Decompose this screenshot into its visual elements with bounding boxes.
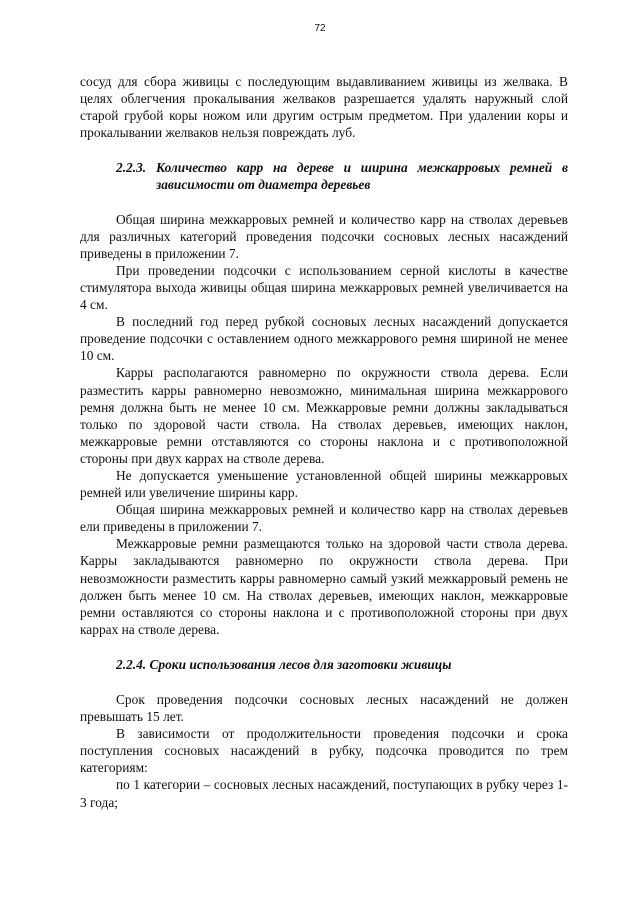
section-heading-2-2-3 (80, 159, 568, 193)
page-number: 72 (314, 23, 326, 34)
section-heading-line-1 (116, 159, 568, 176)
paragraph: по 1 категории – сосновых лесных насаждений, поступающих в рубку через 1-3 года; (80, 777, 568, 810)
paragraph: Не допускается уменьшение установленной общей ширины межкарровых ремней или увеличение ширины карр. (80, 467, 568, 501)
section-number: 2.2.3. (116, 160, 147, 176)
section-heading-2-2-4: 2.2.4. Сроки использования лесов для заготовки живицы (116, 656, 452, 672)
intro-paragraph: сосуд для сбора живицы с последующим выдавливанием живицы из желвака. В целях облегчения прокалывания желваков разрешается удалять наружный слой старой грубой коры ножом или другим острым предметом. При удалении коры и прокалывании желваков нельзя повреждать луб. (80, 74, 568, 141)
paragraph: Межкарровые ремни размещаются только на здоровой части ствола дерева. Карры закладываются равномерно по окружности ствола дерева. При невозможности разместить карры равномерно самый узкий межкарровый ремень не должен быть менее 10 см. На стволах деревьев, имеющих наклон, межкарровые ремни оставляются со стороны наклона и с противоположной стороны при двух каррах на стволе дерева. (80, 536, 568, 637)
paragraph: При проведении подсочки с использованием серной кислоты в качестве стимулятора выхода живицы общая ширина межкарровых ремней увеличивается на 4 см. (80, 262, 568, 313)
paragraph: Карры располагаются равномерно по окружности ствола дерева. Если разместить карры равномерно невозможно, минимальная ширина межкаррового ремня должна быть не менее 10 см. Межкарровые ремни должны закладываться только по здоровой части ствола. На стволах деревьев, имеющих наклон, межкарровые ремни отставляются со стороны наклона и с противоположной стороны при двух каррах на стволе дерева. (80, 365, 568, 466)
paragraph: В последний год перед рубкой сосновых лесных насаждений допускается проведение подсочки с оставлением одного межкаррового ремня шириной не менее 10 см. (80, 314, 568, 364)
paragraph: Общая ширина межкарровых ремней и количество карр на стволах деревьев для различных категорий проведения подсочки сосновых лесных насаждений приведены в приложении 7. (80, 211, 568, 261)
paragraph: В зависимости от продолжительности проведения подсочки и срока поступления сосновых насаждений в рубку, подсочка проводится по трем категориям: (80, 726, 568, 776)
section-title-part-2: зависимости от диаметра деревьев (156, 177, 371, 193)
paragraph: Срок проведения подсочки сосновых лесных насаждений не должен превышать 15 лет. (80, 692, 568, 725)
section-title-part-1: Количество карр на дереве и ширина межкарровых ремней в (156, 160, 568, 176)
page-content (80, 73, 568, 811)
paragraph: Общая ширина межкарровых ремней и количество карр на стволах деревьев ели приведены в приложении 7. (80, 502, 568, 535)
